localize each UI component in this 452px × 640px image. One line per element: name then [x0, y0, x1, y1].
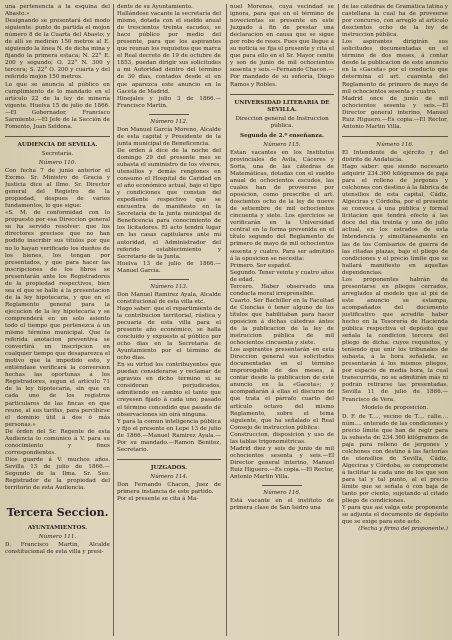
separator — [149, 279, 189, 280]
section-heading: Segunda de 2.ª enseñanza. — [240, 132, 324, 139]
paragraph: D. Francisco Martin, Alcalde constitucional de esta villa y presi- — [5, 542, 110, 556]
paragraph: Primero. Ser español. — [230, 262, 292, 269]
paragraph: Segundo. Tener veinte y cuatro años de edad. — [230, 269, 334, 283]
notice-number: Número 113. — [150, 283, 188, 290]
paragraph: Los proponentes habrán de presentarse en pliegos cerrados, arreglados al modelo que al pié de este anuncio se estampa, acompañados del documento justificativo que acredite haber hecho en la Tesorería de Hacienda pública respectiva el depósito que señala la condicion tercera del pliego de dicha: cuyos requisitos, y teniendo que unir los tribunales de subasta, á la hora señalada, se presentarán á los mismos pliegos, por espacio de media hora, la cual transcurrida, no se admitirán más ni podrán retirarse las presentadas. Sevilla 11 de julio de 1866.—Francisco de Vera. — [342, 276, 448, 403]
paragraph: Madrid diez y seis de junio de mil ochocientos sesenta y seis.—El Director general interino, Manuel Ruiz Higuero.—Es copia.—El Rector, Antonio Martin Villa. — [230, 445, 334, 480]
paragraph: Hago saber: que siendo necesario adquirir 234.360 kilógramos de paja para el relleno de jergones y colchones con destino á la fábrica de utensilios de esta capital, Cádiz, Algeciras y Córdoba, por el presente se convoca á una pública y formal licitacion que tendrá efecto á las doce del dia treinta y uno de julio actual, en los estrados de esta Intendencia y simultáneamente en las de los Comisarios de guerra de las citadas plazas, bajo el pliego de condiciones y el precio límite que se hallará manifiesto en aquellas dependencias. — [342, 163, 448, 276]
paragraph: En su virtud los contribuyentes que puedan considerarse y reclamar de agravios en dicho término si se consideran perjudicados, admitiendo en cambio el tanto que creyesen fijado á cada uno; pasado el término concedido que pasado dé observaciones sin oirá ninguna. — [117, 362, 221, 418]
section-subheading: Direccion general de Instruccion pública. — [235, 115, 329, 129]
paragraph: Construccion, disposicion y uso de las tablas trigonométricas. — [230, 431, 334, 445]
paragraph: El Intendente de ejército y del distrito de Andalucía. — [342, 149, 448, 163]
paragraph: Madrid once de junio de mil ochocientos sesenta y seis.—El Director general interino, Manuel Ruiz Higuero.—Es copia.—El Rector, Antonio Martin Villa. — [342, 95, 448, 130]
paragraph: Con fecha 7 de junio anterior el Excmo. Sr. Ministro de Gracia y Justicia dice al Ilmo. Sr. Director general del Registro de la propiedad, despues de varios fundamentos, lo que sigue: — [5, 167, 110, 210]
notice-number: Número 110. — [38, 159, 77, 166]
column-rule — [338, 4, 339, 636]
paragraph: D. F. de T...., vecino de T.... calle.... núm.... enterado de las condiciones y precio límite que han de regir para la subasta de 234.360 kilógramos de paja para relleno de jergones y colchones con destino á las factorías de utensilios de Sevilla, Cádiz, Algeciras y Córdoba, se compromete á facilitar la cada uno de los que son para tal y tal punto, al el precio límite que se señala ó con baja de tanto por ciento, sujetando al citado pliego de condiciones. — [342, 413, 448, 505]
paragraph: Dios guarde á V. muchos años. Sevilla 13 de julio de 1866.—Segundo de la Ilma. Sr. Seo. Registrador de la propiedad del territorio de esta Audiencia. — [5, 456, 110, 492]
signature-line: (Fecha y firma del proponente.) — [358, 526, 448, 533]
paragraph: nuel Morenos, cuya vecindad se ignora, para que en el término de novecientas se presente en este Juzgado á fin de prestar una declaracion en causa que se sigue por robo de reses. Pues que llegue á su noticia se fija el presente y cita el que para ello en el Sr. Mayor cenite y son de junio de mil ochocientos sesenta y seis.—Fernando Chacon.—Por mandado de su señoría, Diego Ramos y Robles. — [230, 4, 334, 88]
paragraph: De orden á dice de la noche del domingo 29 del presente mes se subasta el suministro de los víveres, utensilios y demás renglones en consumo el Hospital de Caridad en el año económico actual, bajo el tipo y condiciones que constan del expediente respectivo que se encuentra de manifiesto en la Secretaría de la junta municipal de Beneficencia para conocimiento de los licitadores. El acto tendrá lugar en las casas capitulares ante mí autoridad, el Administrador del referido establecimiento y Secretario de la Junta. — [117, 147, 221, 260]
column-rule — [113, 4, 114, 636]
notice-number: Número 114. — [150, 473, 188, 480]
paragraph: Huelva 13 de julio de 1866.—Manuel García. — [117, 260, 221, 274]
paragraph: Don Manuel Ramirez Ayala, Alcalde constitucional de esta villa etc. — [117, 291, 221, 305]
separator — [342, 136, 448, 137]
paragraph: Don Fernando Chacon, Juez de primera instancia de este partido. — [117, 481, 221, 495]
paragraph: una pertenencia á la esquina del Abasto.» — [5, 4, 110, 18]
column-4 — [342, 4, 448, 636]
paragraph: Hallándose vacante la secretaría del mismo, dotada con el sueldo anual de trescientos treinta escudos, se hace público por medio del presente, para que los aspirantes que reunan los requisitos que marca el Real decreto de 19 de octubre de 1853, puedan dirigir sus solicitudes a mi Autoridad dentro del término de 30 dias, contados desde el en que aparezca este anuncio en la Gaceta de Madrid. — [117, 11, 221, 95]
separator — [5, 136, 110, 137]
paragraph: Hago saber: que el repartimiento de la contribucion territorial, rústica y pecuaria de esta villa para el presente año económico, se halla concluido y expuesto al público por ocho dias en la Secretaría de Ayuntamiento por el término de ocho dias. — [117, 305, 221, 362]
column-1 — [5, 4, 110, 636]
paragraph: Lo que se anuncia al público en cumplimiento de lo mandado en el artículo 22 de la ley de minería vigente. Huelva 15 de julio de 1866.—El Gobernador, Francisco Sarmiento.—El Jefe de la Sección de Fomento, Juan Seldona. — [5, 81, 110, 130]
paragraph: Designando se presentará del modo siguiente: punto de partida el mojon número 8 de la Cuarta del Abasto; y de allí se medirán 150 metros al E. siguiendo la línea N. de dicha mina y fijando la primera estaca; N. 22° E. 200 y segundo; O. 22° N. 300 y tercera; S. 22° O. 200 y cuarta y del referido mojon 150 metros. — [5, 18, 110, 81]
paragraph: Y para que así valga este proponente se adjunta el documento de depósito que se exige para este acto. — [342, 505, 448, 526]
separator — [230, 94, 334, 95]
notice-number: Número 116. — [376, 141, 414, 148]
paragraph: Hinojales y julio 3 de 1866.—Francisco Martin. — [117, 95, 221, 109]
section-heading: AYUNTAMIENTOS. — [27, 525, 88, 532]
paragraph: Los aspirantes dirigirán sus solicitudes documentadas en el término de dos meses, á contar desde la publicacion de este anuncio en la «Gaceta» por el conducto que determina el art. cuarenta del Reglamento de primero de mayo de mil ochocientos sesenta y cuatro. — [342, 39, 448, 95]
notice-number: Número 111. — [38, 534, 77, 541]
section-subheading: Secretaría. — [41, 150, 74, 157]
paragraph: Está vacante en el instituto de primera clase de San Isidro una — [230, 498, 334, 512]
paragraph: Los aspirantes presentarán en esta Direccion general sus solicitudes documentadas en el término improrogable de dos meses, á contar desde la publicacion de este anuncio en la «Gaceta»; y acompañarán á ellas el discurso de que trata el párrafo cuarto del artículo octavo del mismo Reglamento, sobre el tema siguiente, que ha señalado el Real Consejo de instruccion pública: — [230, 347, 334, 431]
column-3 — [230, 4, 334, 636]
paragraph: Cuarto. Ser Bachiller en la Facultad de Ciencias ó tener alguno de los títulos que habilitaban para hacer oposicion á dichas cátedras ántes de la publicacion de la ley de instruccion pública de mil ochocientos cincuenta y siete. — [230, 297, 334, 347]
paragraph: «S. M. de conformidad con lo propuesto por esa Direccion general se ha servido resolver: que los directores precisos que no han podido inscribir sus títulos por que no lo hayan verificado los dueños de los bienes, los tengan por presentados, y que para hacer las inscripciones de los libros se presentarán ante los Registradores de la propiedad respectivos, bien sea el que se halle á la presentacion de la ley hipotecaria, y que en el Reglamento general para la ejecucion de la ley hipotecaria y se comprenderá en un solo asiento todo el tiempo que pertenezca á un mismo término municipal. Que la referida anotacion preventiva se convertirá en inscripcion en cualquier tiempo que desaparezca el motivo que la impedido esto, y entiéndase verificará la conversion hechas las oportunas á los Registradores, segun el artículo 71 de la ley hipotecaria, sin que en cada uno de los registros particulares de las fincas en que reune, al sus tarifas, para percibirse el dominio útil á dos ó más personas.» — [5, 210, 110, 428]
paragraph: Por el presente se cita á Ma- — [117, 496, 199, 503]
notice-number: Número 112. — [150, 118, 188, 125]
section-title: Tercera Seccion. — [6, 506, 109, 520]
column-rule — [226, 4, 227, 636]
paragraph: Estan vacantes en los Institutos provinciales de Avila, Cáceres y Soria, una de las cátedras de Matemáticas, dotadas con el sueldo anual de ochocientos escudos, las cuales han de proveerse por oposicion, como prescribe el art. doscientos ocho de la ley de nueve de setiembre de mil ochocientos cincuenta y siete. Los ejercicios se verificarán en la Universidad central en la forma prevenida en el título segundo del Reglamento de primero de mayo de mil ochocientos sesenta y cuatro. Para ser admitido á la oposicion se necesita: — [230, 149, 334, 262]
notice-number: Número 116. — [263, 490, 301, 497]
section-heading: JUZGADOS. — [150, 464, 188, 471]
separator — [262, 485, 302, 486]
paragraph: de las cátedras de Gramática latina y castellana la cual ha de proveerse por concurso, con arreglo al artículo doscientos ocho de la ley de instruccion pública. — [342, 4, 448, 39]
paragraph: dente de su Ayuntamiento. — [117, 4, 193, 10]
section-heading: AUDIENCIA DE SEVILLA. — [17, 141, 98, 148]
paragraph: Y para la comun inteligencia pública y fijo el presente en Lepe 13 de julio de 1866.—Manuel Ramirez Ayala.—Por su mandado.—Ramon Benitez, Secretario. — [117, 418, 221, 453]
separator — [149, 114, 189, 115]
notice-number: Número 115. — [263, 141, 301, 148]
paragraph: Tercero. Haber observado una conducta moral irreprensible. — [230, 283, 334, 297]
paragraph: Don Manuel García Moreno, Alcalde de esta capital y Presidente de la junta municipal de Beneficencia. — [117, 126, 221, 147]
paragraph: De órden del Sr. Regente de esta Audiencia lo comunico á V. para su conocimiento y fines correspondientes. — [5, 428, 110, 456]
column-2 — [117, 4, 221, 636]
section-heading: UNIVERSIDAD LITERARIA DE SEVILLA. — [234, 99, 330, 113]
section-subheading: Modelo de proposicion. — [361, 404, 429, 411]
separator — [117, 459, 221, 460]
